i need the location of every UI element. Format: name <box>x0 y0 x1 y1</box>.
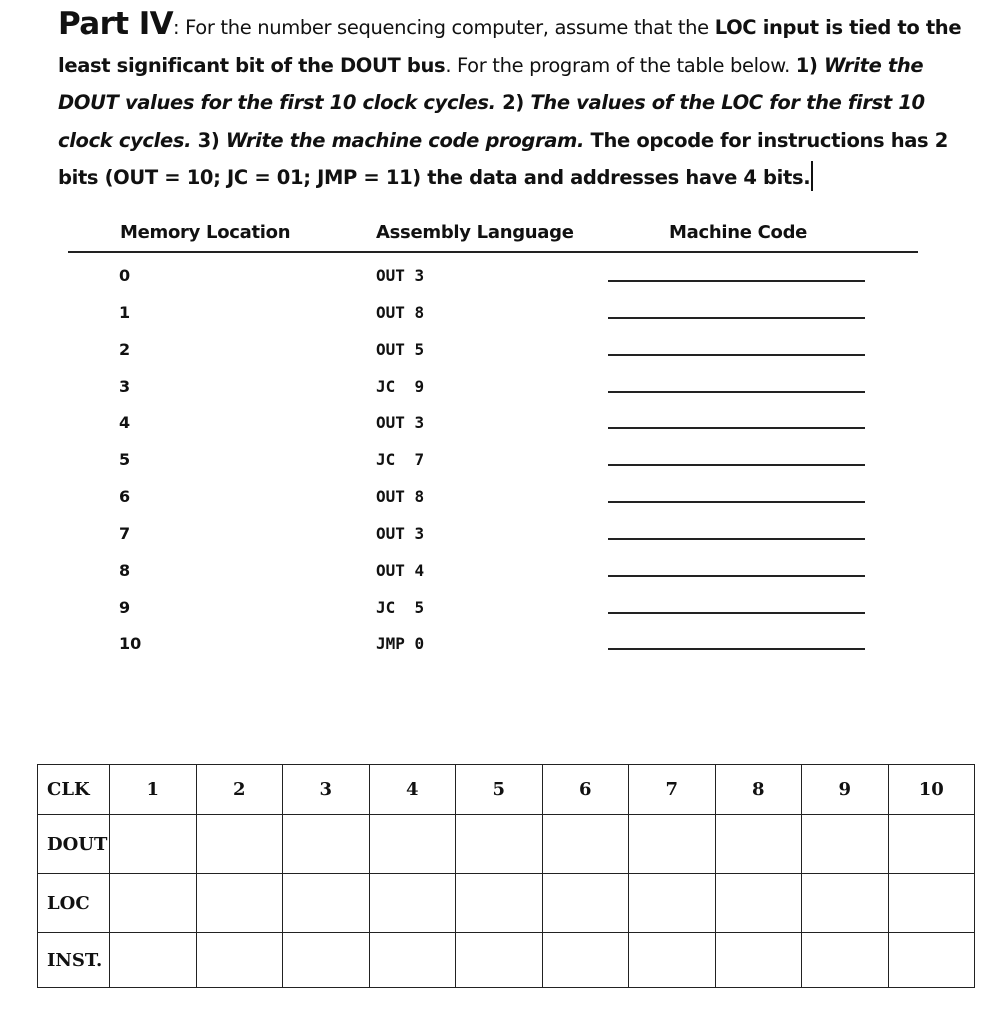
loc-cell[interactable] <box>802 874 889 933</box>
program-row <box>0 561 996 598</box>
memory-location: 9 <box>119 598 131 617</box>
program-row <box>0 450 996 487</box>
assembly-instruction: OUT 3 <box>376 524 425 543</box>
dout-cell[interactable] <box>542 815 629 874</box>
cycle-number: 9 <box>802 765 889 815</box>
loc-cell[interactable] <box>283 874 370 933</box>
loc-cell[interactable] <box>456 874 543 933</box>
dout-cell[interactable] <box>888 815 975 874</box>
loc-cell[interactable] <box>110 874 197 933</box>
header-divider <box>68 251 918 253</box>
assembly-language-header: Assembly Language <box>376 222 574 243</box>
machine-code-blank[interactable] <box>608 612 865 614</box>
assembly-instruction: JMP 0 <box>376 634 425 653</box>
assembly-instruction: OUT 8 <box>376 487 425 506</box>
memory-location: 7 <box>119 524 131 543</box>
clk-label: CLK <box>38 765 110 815</box>
dout-row <box>38 815 975 874</box>
cycle-number: 6 <box>542 765 629 815</box>
dout-cell[interactable] <box>283 815 370 874</box>
inst-cell[interactable] <box>369 933 456 988</box>
machine-code-blank[interactable] <box>608 280 865 282</box>
machine-code-blank[interactable] <box>608 391 865 393</box>
dout-cell[interactable] <box>715 815 802 874</box>
inst-cell[interactable] <box>456 933 543 988</box>
question-text: Part IV: For the number sequencing computer, assume that the LOC input is tied to the least significant bit of the DOUT bus. For the program of the table below. 1) Write the DOUT values for the first 10 clock cycles. 2) The values of the LOC for the first 10 clock cycles. 3) Write the machine code program. The opcode for instructions has 2 bits (OUT = 10; JC = 01; JMP = 11) the data and addresses have 4 bits. <box>58 6 962 189</box>
machine-code-blank[interactable] <box>608 464 865 466</box>
machine-code-blank[interactable] <box>608 354 865 356</box>
memory-location: 2 <box>119 340 131 359</box>
program-row <box>0 266 996 303</box>
loc-row <box>38 874 975 933</box>
memory-location: 6 <box>119 487 131 506</box>
program-row <box>0 377 996 414</box>
program-row <box>0 340 996 377</box>
cycle-number: 7 <box>629 765 716 815</box>
machine-code-blank[interactable] <box>608 317 865 319</box>
loc-cell[interactable] <box>715 874 802 933</box>
cycle-number: 4 <box>369 765 456 815</box>
program-row <box>0 598 996 635</box>
memory-location: 4 <box>119 413 131 432</box>
assembly-instruction: JC 9 <box>376 377 425 396</box>
inst-row <box>38 933 975 988</box>
loc-cell[interactable] <box>629 874 716 933</box>
program-row <box>0 487 996 524</box>
machine-code-blank[interactable] <box>608 575 865 577</box>
loc-label: LOC <box>38 874 110 933</box>
loc-cell[interactable] <box>196 874 283 933</box>
memory-location: 5 <box>119 450 131 469</box>
assembly-instruction: OUT 5 <box>376 340 425 359</box>
loc-cell[interactable] <box>888 874 975 933</box>
assembly-instruction: JC 5 <box>376 598 425 617</box>
cycle-number: 5 <box>456 765 543 815</box>
clock-cycle-table <box>37 764 975 988</box>
text-cursor <box>811 161 813 191</box>
inst-cell[interactable] <box>715 933 802 988</box>
cycle-number: 8 <box>715 765 802 815</box>
memory-location: 10 <box>119 634 142 653</box>
cycle-number: 2 <box>196 765 283 815</box>
memory-location-header: Memory Location <box>120 222 291 243</box>
memory-location: 3 <box>119 377 131 396</box>
inst-cell[interactable] <box>110 933 197 988</box>
program-row <box>0 303 996 340</box>
inst-cell[interactable] <box>283 933 370 988</box>
dout-cell[interactable] <box>110 815 197 874</box>
dout-cell[interactable] <box>196 815 283 874</box>
inst-cell[interactable] <box>888 933 975 988</box>
inst-cell[interactable] <box>542 933 629 988</box>
dout-label: DOUT <box>38 815 110 874</box>
inst-cell[interactable] <box>629 933 716 988</box>
cycle-number: 10 <box>888 765 975 815</box>
clk-row <box>38 765 975 815</box>
program-row <box>0 413 996 450</box>
assembly-instruction: OUT 8 <box>376 303 425 322</box>
inst-label: INST. <box>38 933 110 988</box>
machine-code-blank[interactable] <box>608 538 865 540</box>
inst-cell[interactable] <box>196 933 283 988</box>
cycle-number: 1 <box>110 765 197 815</box>
cycle-number: 3 <box>283 765 370 815</box>
dout-cell[interactable] <box>456 815 543 874</box>
assembly-instruction: OUT 3 <box>376 266 425 285</box>
machine-code-header: Machine Code <box>669 222 808 243</box>
part-title: Part IV <box>58 6 174 42</box>
inst-cell[interactable] <box>802 933 889 988</box>
program-row <box>0 634 996 671</box>
loc-cell[interactable] <box>369 874 456 933</box>
dout-cell[interactable] <box>629 815 716 874</box>
dout-cell[interactable] <box>369 815 456 874</box>
machine-code-blank[interactable] <box>608 427 865 429</box>
memory-location: 8 <box>119 561 131 580</box>
dout-cell[interactable] <box>802 815 889 874</box>
assembly-instruction: OUT 4 <box>376 561 425 580</box>
memory-location: 1 <box>119 303 131 322</box>
assembly-instruction: JC 7 <box>376 450 425 469</box>
program-row <box>0 524 996 561</box>
loc-cell[interactable] <box>542 874 629 933</box>
machine-code-blank[interactable] <box>608 648 865 650</box>
machine-code-blank[interactable] <box>608 501 865 503</box>
memory-location: 0 <box>119 266 131 285</box>
assembly-instruction: OUT 3 <box>376 413 425 432</box>
